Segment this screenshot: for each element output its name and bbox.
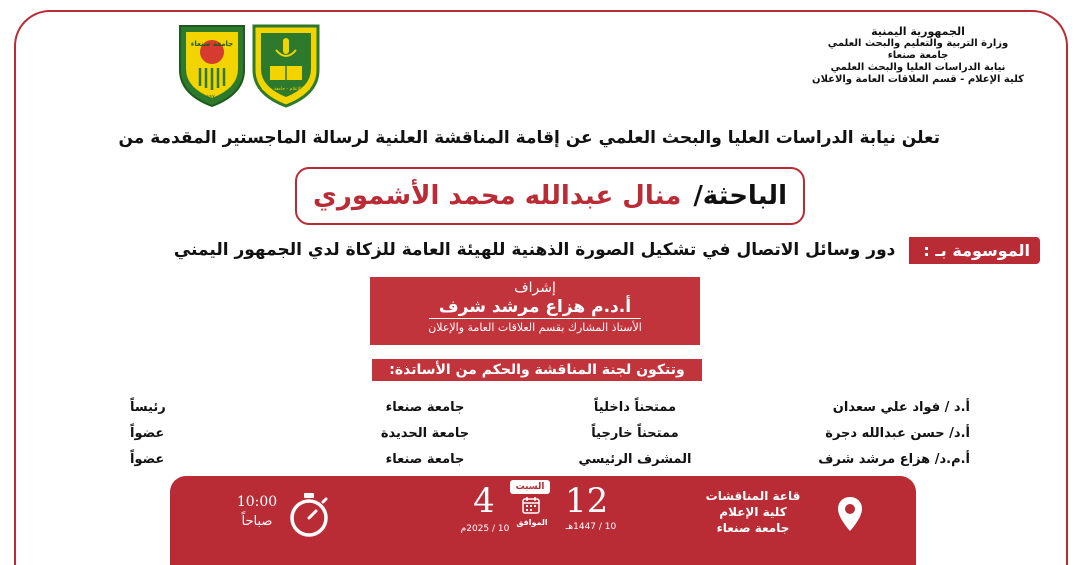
- thesis-title-row: [40, 233, 1040, 267]
- member-name: أ.د/ حسن عبدالله دجرة: [825, 425, 970, 441]
- event-period: صباحاً: [241, 514, 273, 529]
- stopwatch-icon: [288, 492, 330, 538]
- committee-row: [110, 394, 970, 420]
- sanaa-university-logo: [176, 22, 248, 108]
- thesis-label: الموسومة بـ :: [909, 237, 1040, 264]
- supervisor-box: [370, 277, 700, 345]
- committee-row: [110, 446, 970, 472]
- location-hall: قاعة المناقشات: [705, 489, 801, 503]
- location-faculty: كلية الإعلام: [719, 505, 787, 519]
- member-position: عضواً: [130, 425, 165, 441]
- header-line-faculty: كلية الإعلام - قسم العلاقات العامة والاعلان: [812, 74, 1024, 85]
- event-details-bar: [170, 476, 916, 565]
- researcher-box: [295, 167, 805, 225]
- member-university: جامعة صنعاء: [385, 399, 465, 415]
- header-line-republic: الجمهورية اليمنية: [871, 25, 965, 38]
- announcement-text: تعلن نيابة الدراسات العليا والبحث العلمي عن إقامة المناقشة العلنية لرسالة الماجستير المقدمة من: [118, 128, 940, 148]
- supervisor-heading: إشراف: [514, 280, 556, 296]
- member-university: جامعة الحديدة: [380, 425, 470, 441]
- gregorian-month-year: 10 / 2025م: [460, 524, 510, 534]
- event-time: 10:00: [236, 494, 278, 510]
- member-university: جامعة صنعاء: [385, 451, 465, 467]
- gregorian-day: 4: [473, 481, 495, 521]
- logo1-caption: جامعة صنعاء: [190, 40, 234, 48]
- member-role: ممتحناً خارجياً: [591, 425, 679, 441]
- committee-heading: وتتكون لجنة المناقشة والحكم من الأساتذة:: [372, 359, 702, 381]
- event-location: [678, 488, 828, 536]
- thesis-title: دور وسائل الاتصال في تشكيل الصورة الذهنية للهيئة العامة للزكاة لدي الجمهور اليمني: [173, 240, 896, 260]
- ministry-header: [798, 26, 1038, 86]
- supervisor-name: أ.د.م هزاع مرشد شرف: [429, 296, 641, 319]
- location-pin-icon: [837, 496, 863, 532]
- member-position: عضواً: [130, 451, 165, 467]
- media-faculty-logo: [250, 22, 322, 108]
- researcher-label: الباحثة/: [693, 181, 787, 211]
- member-name: أ.م.د/ هزاع مرشد شرف: [818, 451, 970, 467]
- member-position: رئيساً: [130, 399, 166, 415]
- hijri-month-year: 10 / 1447هـ: [565, 522, 617, 532]
- location-university: جامعة صنعاء: [716, 521, 790, 535]
- supervisor-description: الأستاذ المشارك بقسم العلاقات العامة والإعلان: [428, 321, 642, 334]
- committee-list: [110, 394, 970, 472]
- committee-row: [110, 420, 970, 446]
- member-role: ممتحناً داخلياً: [593, 399, 677, 415]
- member-role: المشرف الرئيسي: [578, 451, 692, 467]
- weekday-badge: السبت: [510, 480, 550, 494]
- logo1-year: ١٩٧٠: [206, 94, 218, 100]
- header-line-ministry: وزارة التربية والتعليم والبحث العلمي: [827, 38, 1009, 49]
- hijri-day: 12: [565, 481, 609, 521]
- logo2-caption: كلية الإعلام - جامعة صنعاء: [261, 87, 311, 92]
- header-line-deanship: نيابة الدراسات العليا والبحث العلمي: [830, 62, 1006, 73]
- member-name: أ.د / فواد علي سعدان: [832, 399, 970, 415]
- researcher-name: منال عبدالله محمد الأشموري: [313, 181, 682, 211]
- calendar-icon: [522, 496, 540, 514]
- header-line-university: جامعة صنعاء: [887, 50, 949, 61]
- corresponding-label: الموافق: [516, 518, 548, 527]
